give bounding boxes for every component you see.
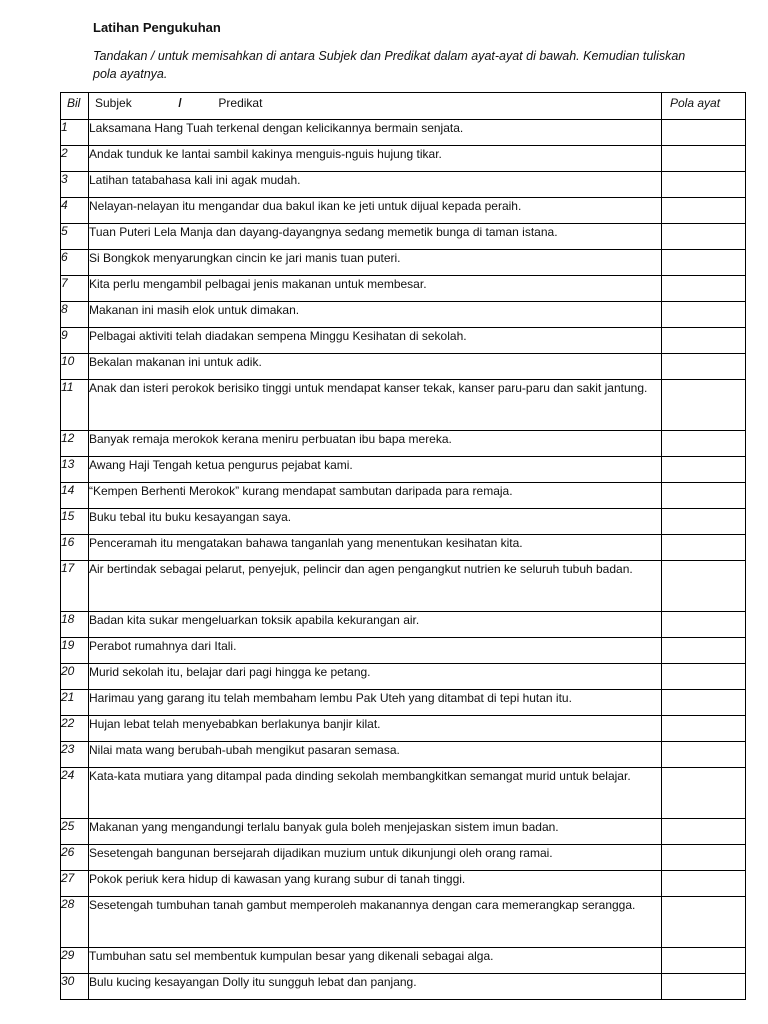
- pola-ayat-answer-box[interactable]: [662, 897, 746, 948]
- table-row: [61, 354, 746, 380]
- row-number: 16: [61, 535, 89, 561]
- row-sentence[interactable]: [89, 742, 662, 768]
- row-number: 18: [61, 612, 89, 638]
- table-row: [61, 716, 746, 742]
- row-sentence[interactable]: [89, 302, 662, 328]
- header-slash: /: [178, 96, 182, 110]
- table-row: [61, 120, 746, 146]
- page-title: Latihan Pengukuhan: [93, 20, 221, 35]
- pola-ayat-answer-box[interactable]: [662, 716, 746, 742]
- sentence-text: Murid sekolah itu, belajar dari pagi hingga ke petang.: [89, 665, 371, 679]
- table-row: [61, 690, 746, 716]
- row-number: 24: [61, 768, 89, 819]
- sentence-text: “Kempen Berhenti Merokok” kurang mendapat sambutan daripada para remaja.: [89, 484, 513, 498]
- sentence-text: Pokok periuk kera hidup di kawasan yang kurang subur di tanah tinggi.: [89, 872, 466, 886]
- row-number: 12: [61, 431, 89, 457]
- row-number: 22: [61, 716, 89, 742]
- row-sentence[interactable]: [89, 768, 662, 819]
- table-row: [61, 871, 746, 897]
- row-number: 4: [61, 198, 89, 224]
- row-sentence[interactable]: [89, 974, 662, 1000]
- sentence-text: Harimau yang garang itu telah membaham lembu Pak Uteh yang ditambat di tepi hutan itu.: [89, 691, 572, 705]
- pola-ayat-answer-box[interactable]: [662, 871, 746, 897]
- row-sentence[interactable]: [89, 561, 662, 612]
- row-number: 19: [61, 638, 89, 664]
- table-row: [61, 224, 746, 250]
- sentence-text: Latihan tatabahasa kali ini agak mudah.: [89, 173, 301, 187]
- sentence-text: Banyak remaja merokok kerana meniru perbuatan ibu bapa mereka.: [89, 432, 452, 446]
- sentence-text: Kata-kata mutiara yang ditampal pada dinding sekolah membangkitkan semangat murid untuk belajar.: [89, 769, 631, 783]
- table-row: [61, 535, 746, 561]
- row-number: 10: [61, 354, 89, 380]
- row-number: 25: [61, 819, 89, 845]
- row-sentence[interactable]: [89, 871, 662, 897]
- row-number: 8: [61, 302, 89, 328]
- header-pola-ayat: Pola ayat: [662, 93, 746, 120]
- table-row: [61, 742, 746, 768]
- sentence-text: Awang Haji Tengah ketua pengurus pejabat kami.: [89, 458, 353, 472]
- sentence-text: Kita perlu mengambil pelbagai jenis makanan untuk membesar.: [89, 277, 427, 291]
- row-number: 27: [61, 871, 89, 897]
- row-number: 28: [61, 897, 89, 948]
- row-sentence[interactable]: [89, 845, 662, 871]
- pola-ayat-answer-box[interactable]: [662, 146, 746, 172]
- table-row: [61, 146, 746, 172]
- pola-ayat-answer-box[interactable]: [662, 224, 746, 250]
- table-row: [61, 974, 746, 1000]
- table-row: [61, 380, 746, 431]
- table-row: [61, 948, 746, 974]
- pola-ayat-answer-box[interactable]: [662, 535, 746, 561]
- sentence-text: Badan kita sukar mengeluarkan toksik apabila kekurangan air.: [89, 613, 420, 627]
- row-number: 6: [61, 250, 89, 276]
- table-row: [61, 276, 746, 302]
- table-row: [61, 172, 746, 198]
- row-number: 17: [61, 561, 89, 612]
- pola-ayat-answer-box[interactable]: [662, 509, 746, 535]
- row-sentence[interactable]: [89, 224, 662, 250]
- table-row: [61, 457, 746, 483]
- table-row: [61, 509, 746, 535]
- row-sentence[interactable]: [89, 948, 662, 974]
- sentence-text: Perabot rumahnya dari Itali.: [89, 639, 237, 653]
- worksheet-table: [60, 92, 746, 1000]
- sentence-text: Penceramah itu mengatakan bahawa tanganlah yang menentukan kesihatan kita.: [89, 536, 523, 550]
- pola-ayat-answer-box[interactable]: [662, 742, 746, 768]
- sentence-text: Makanan ini masih elok untuk dimakan.: [89, 303, 300, 317]
- row-sentence[interactable]: [89, 380, 662, 431]
- row-sentence[interactable]: [89, 431, 662, 457]
- sentence-text: Bekalan makanan ini untuk adik.: [89, 355, 262, 369]
- sentence-text: Air bertindak sebagai pelarut, penyejuk, pelincir dan agen pengangkut nutrien ke seluruh tubuh badan.: [89, 562, 633, 576]
- row-sentence[interactable]: [89, 120, 662, 146]
- table-row: [61, 250, 746, 276]
- pola-ayat-answer-box[interactable]: [662, 483, 746, 509]
- row-sentence[interactable]: [89, 612, 662, 638]
- pola-ayat-answer-box[interactable]: [662, 380, 746, 431]
- pola-ayat-answer-box[interactable]: [662, 457, 746, 483]
- row-number: 14: [61, 483, 89, 509]
- header-row: [61, 93, 746, 120]
- row-number: 2: [61, 146, 89, 172]
- pola-ayat-answer-box[interactable]: [662, 948, 746, 974]
- pola-ayat-answer-box[interactable]: [662, 354, 746, 380]
- instructions: Tandakan / untuk memisahkan di antara Subjek dan Predikat dalam ayat-ayat di bawah. Kemudian tuliskan pola ayatnya.: [93, 49, 686, 81]
- row-sentence[interactable]: [89, 819, 662, 845]
- table-row: [61, 819, 746, 845]
- sentence-text: Sesetengah bangunan bersejarah dijadikan muzium untuk dikunjungi oleh orang ramai.: [89, 846, 553, 860]
- sentence-text: Nilai mata wang berubah-ubah mengikut pasaran semasa.: [89, 743, 400, 757]
- row-sentence[interactable]: [89, 483, 662, 509]
- pola-ayat-answer-box[interactable]: [662, 845, 746, 871]
- table-row: [61, 302, 746, 328]
- row-sentence[interactable]: [89, 664, 662, 690]
- header-bil: Bil: [61, 93, 89, 120]
- sentence-text: Bulu kucing kesayangan Dolly itu sungguh lebat dan panjang.: [89, 975, 417, 989]
- row-number: 7: [61, 276, 89, 302]
- pola-ayat-answer-box[interactable]: [662, 768, 746, 819]
- row-sentence[interactable]: [89, 509, 662, 535]
- row-number: 5: [61, 224, 89, 250]
- pola-ayat-answer-box[interactable]: [662, 819, 746, 845]
- header-subjek: Subjek: [95, 96, 132, 110]
- header-predikat: Predikat: [218, 96, 263, 110]
- pola-ayat-answer-box[interactable]: [662, 431, 746, 457]
- pola-ayat-answer-box[interactable]: [662, 974, 746, 1000]
- pola-ayat-answer-box[interactable]: [662, 638, 746, 664]
- row-number: 26: [61, 845, 89, 871]
- row-sentence[interactable]: [89, 328, 662, 354]
- header-subjek-predikat: [89, 93, 662, 120]
- table-row: [61, 483, 746, 509]
- sentence-text: Sesetengah tumbuhan tanah gambut memperoleh makanannya dengan cara memerangkap serangga.: [89, 898, 636, 912]
- table-row: [61, 845, 746, 871]
- table-row: [61, 561, 746, 612]
- row-number: 11: [61, 380, 89, 431]
- table-row: [61, 328, 746, 354]
- row-sentence[interactable]: [89, 638, 662, 664]
- sentence-text: Andak tunduk ke lantai sambil kakinya menguis-nguis hujung tikar.: [89, 147, 442, 161]
- row-sentence[interactable]: [89, 897, 662, 948]
- pola-ayat-answer-box[interactable]: [662, 664, 746, 690]
- row-number: 20: [61, 664, 89, 690]
- row-number: 13: [61, 457, 89, 483]
- table-row: [61, 664, 746, 690]
- row-number: 3: [61, 172, 89, 198]
- row-sentence[interactable]: [89, 250, 662, 276]
- row-sentence[interactable]: [89, 457, 662, 483]
- row-number: 23: [61, 742, 89, 768]
- table-row: [61, 897, 746, 948]
- row-number: 9: [61, 328, 89, 354]
- pola-ayat-answer-box[interactable]: [662, 690, 746, 716]
- row-number: 29: [61, 948, 89, 974]
- pola-ayat-answer-box[interactable]: [662, 302, 746, 328]
- table-row: [61, 638, 746, 664]
- pola-ayat-answer-box[interactable]: [662, 250, 746, 276]
- row-sentence[interactable]: [89, 198, 662, 224]
- row-sentence[interactable]: [89, 354, 662, 380]
- pola-ayat-answer-box[interactable]: [662, 328, 746, 354]
- table-row: [61, 612, 746, 638]
- sentence-text: Buku tebal itu buku kesayangan saya.: [89, 510, 292, 524]
- row-sentence[interactable]: [89, 716, 662, 742]
- sentence-text: Tuan Puteri Lela Manja dan dayang-dayangnya sedang memetik bunga di taman istana.: [89, 225, 558, 239]
- row-sentence[interactable]: [89, 690, 662, 716]
- pola-ayat-answer-box[interactable]: [662, 561, 746, 612]
- sentence-text: Pelbagai aktiviti telah diadakan sempena Minggu Kesihatan di sekolah.: [89, 329, 467, 343]
- pola-ayat-answer-box[interactable]: [662, 276, 746, 302]
- pola-ayat-answer-box[interactable]: [662, 198, 746, 224]
- sentence-text: Hujan lebat telah menyebabkan berlakunya banjir kilat.: [89, 717, 381, 731]
- sentence-text: Laksamana Hang Tuah terkenal dengan kelicikannya bermain senjata.: [89, 121, 464, 135]
- row-number: 30: [61, 974, 89, 1000]
- table-row: [61, 431, 746, 457]
- sentence-text: Si Bongkok menyarungkan cincin ke jari manis tuan puteri.: [89, 251, 401, 265]
- table-row: [61, 768, 746, 819]
- table-row: [61, 198, 746, 224]
- sentence-text: Makanan yang mengandungi terlalu banyak gula boleh menjejaskan sistem imun badan.: [89, 820, 559, 834]
- sentence-text: Anak dan isteri perokok berisiko tinggi untuk mendapat kanser tekak, kanser paru-paru dan sakit jantung.: [89, 381, 648, 395]
- row-sentence[interactable]: [89, 172, 662, 198]
- row-number: 21: [61, 690, 89, 716]
- row-sentence[interactable]: [89, 146, 662, 172]
- sentence-text: Nelayan-nelayan itu mengandar dua bakul ikan ke jeti untuk dijual kepada peraih.: [89, 199, 522, 213]
- pola-ayat-answer-box[interactable]: [662, 172, 746, 198]
- row-sentence[interactable]: [89, 276, 662, 302]
- pola-ayat-answer-box[interactable]: [662, 120, 746, 146]
- row-sentence[interactable]: [89, 535, 662, 561]
- row-number: 15: [61, 509, 89, 535]
- row-number: 1: [61, 120, 89, 146]
- pola-ayat-answer-box[interactable]: [662, 612, 746, 638]
- sentence-text: Tumbuhan satu sel membentuk kumpulan besar yang dikenali sebagai alga.: [89, 949, 494, 963]
